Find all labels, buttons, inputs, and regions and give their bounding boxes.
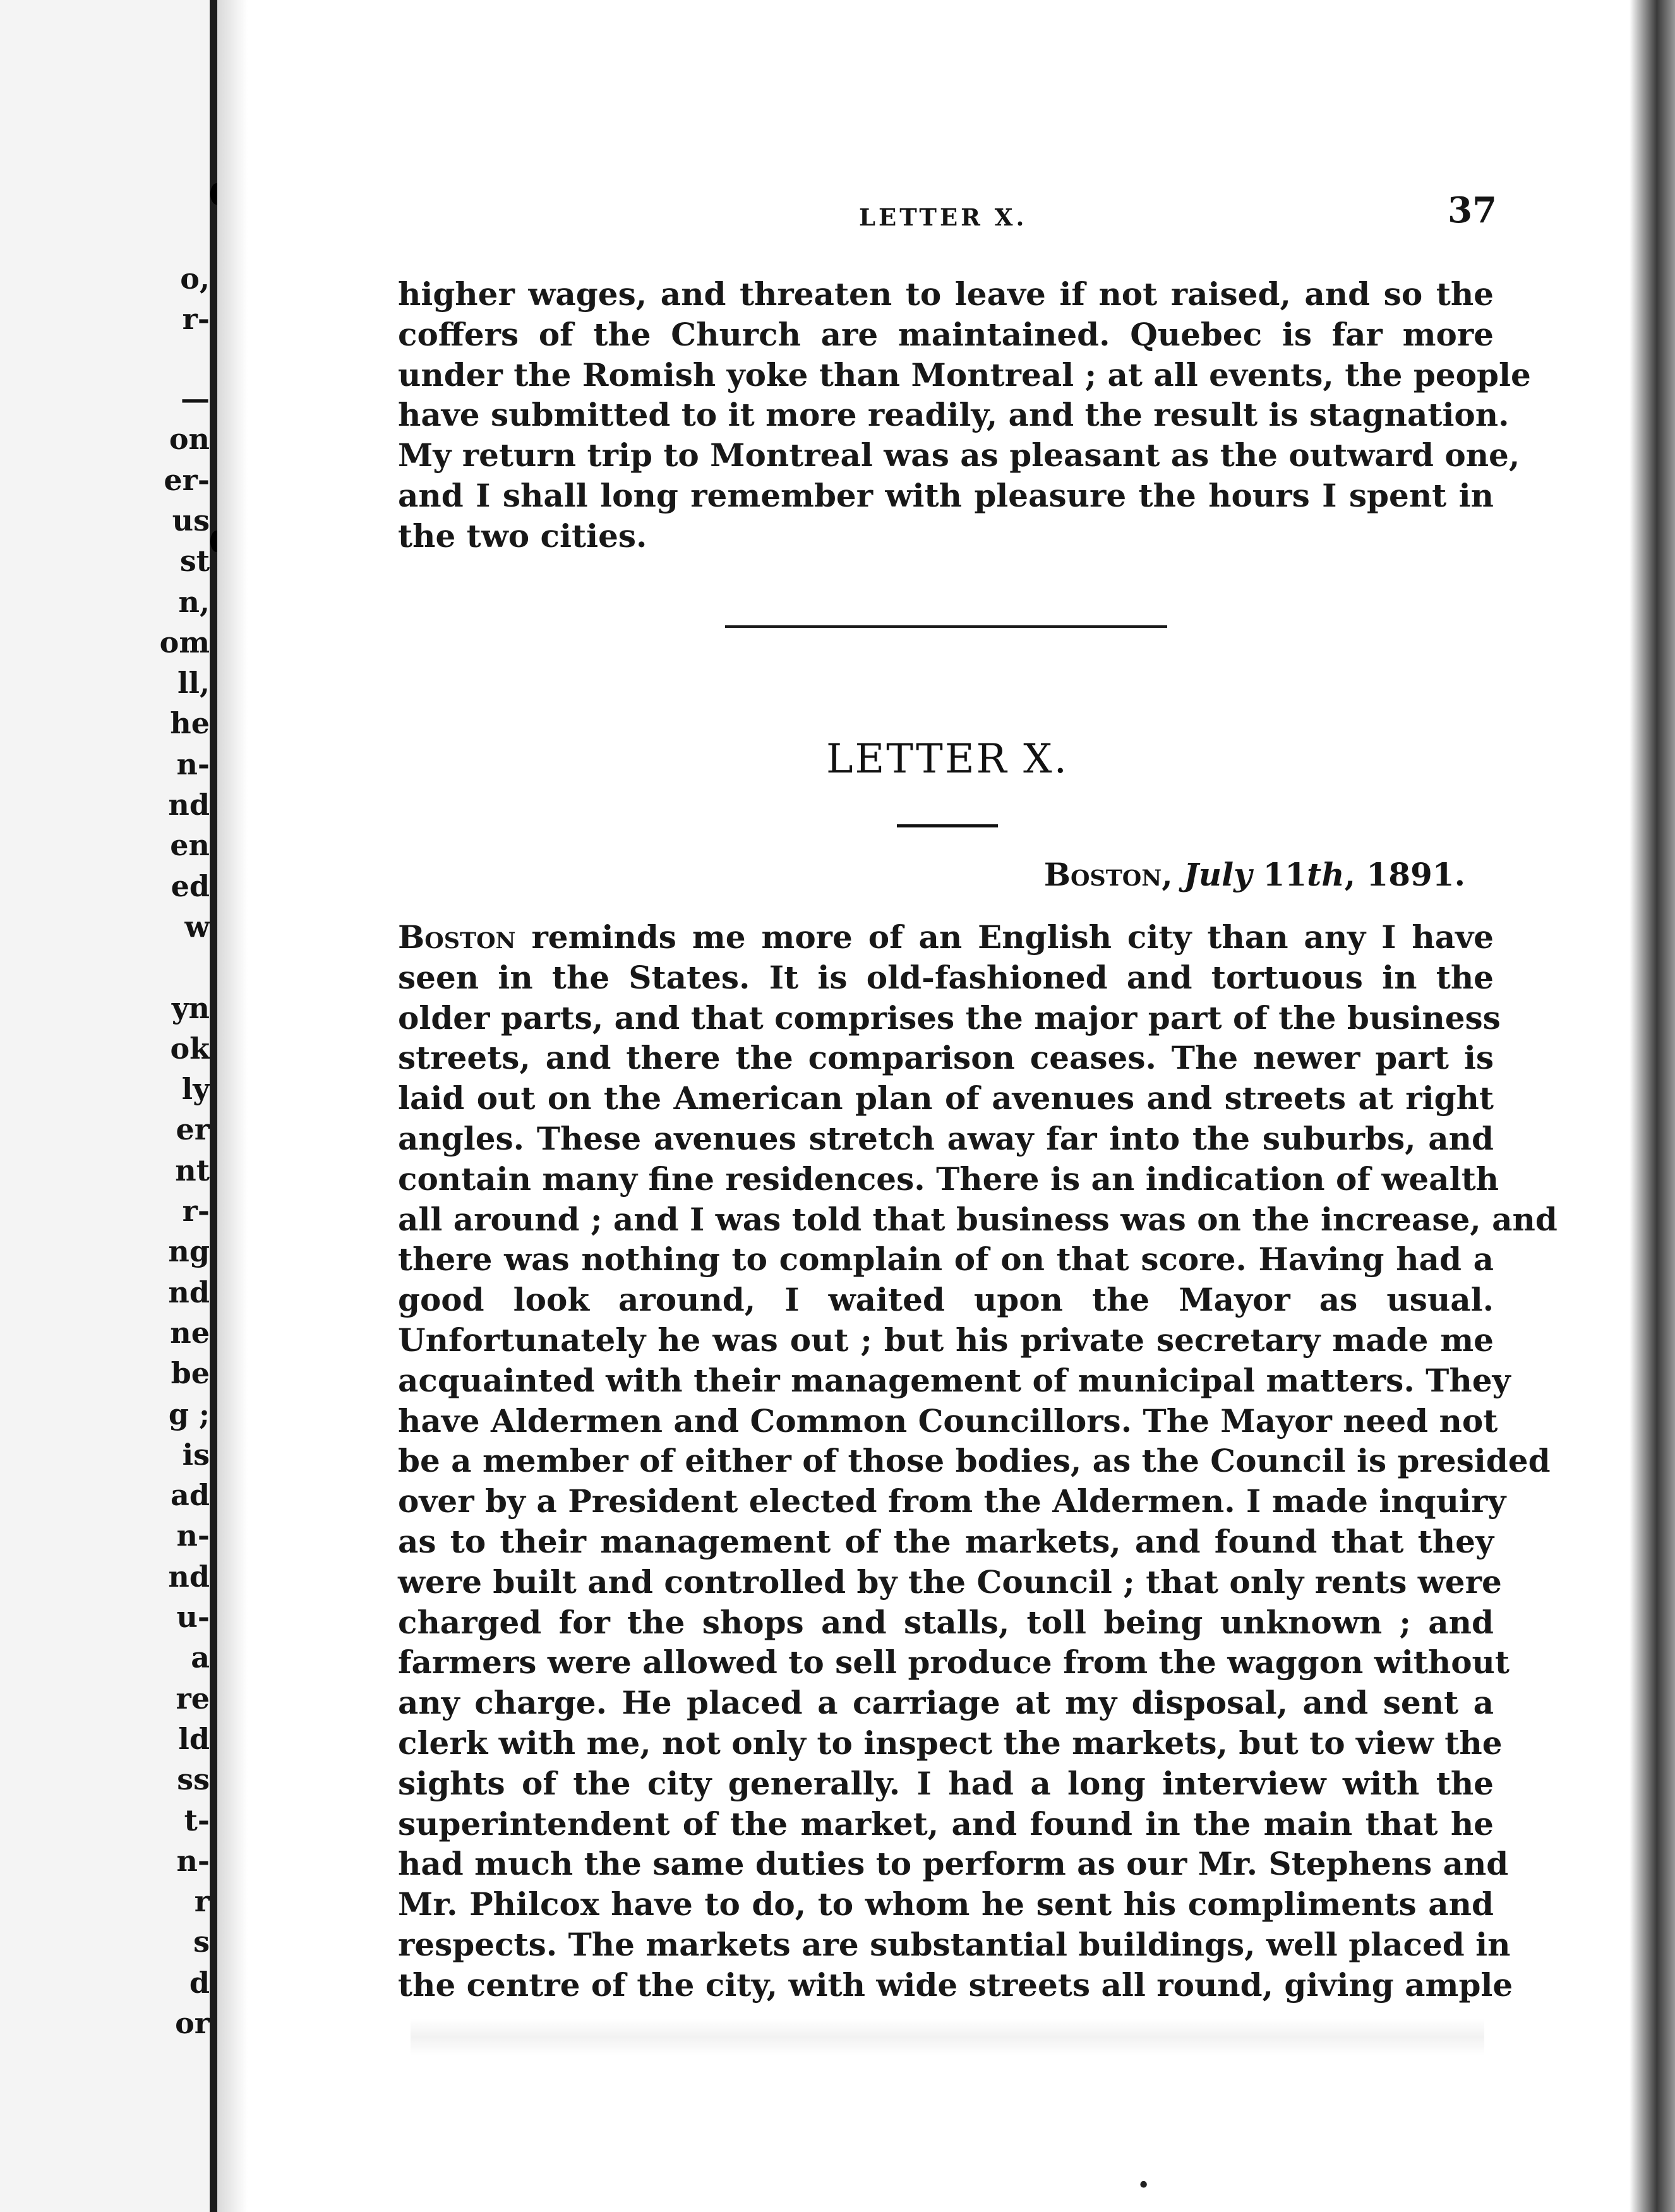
- text-line: there was nothing to complain of on that score. Having had a: [398, 1241, 1494, 1278]
- section-divider: [725, 625, 1167, 628]
- text-line: laid out on the American plan of avenues and streets at right: [398, 1079, 1494, 1117]
- text-line: respects. The markets are substantial buildings, well placed in: [398, 1925, 1511, 1963]
- left-page-fragment: u-: [176, 1600, 210, 1634]
- left-page-fragment: ll,: [177, 666, 210, 700]
- dateline: [1036, 856, 1465, 893]
- text-line: older parts, and that comprises the major part of the business: [398, 999, 1501, 1037]
- left-page-fragment: om: [159, 625, 210, 659]
- left-page-fragment: ne: [170, 1315, 210, 1350]
- left-page-fragment: r: [194, 1884, 210, 1919]
- left-page-fragment: er: [176, 1112, 210, 1147]
- left-page-fragment: ok: [170, 1031, 210, 1066]
- text-line: have Aldermen and Common Councillors. The Mayor need not: [398, 1402, 1498, 1440]
- left-page-fragment: r-: [182, 302, 210, 336]
- title-rule: [897, 824, 998, 827]
- text-line: any charge. He placed a carriage at my disposal, and sent a: [398, 1684, 1494, 1722]
- left-page-fragment: st: [179, 544, 210, 579]
- left-page-fragment: g ;: [168, 1397, 210, 1431]
- left-page-fragment: ly: [181, 1072, 210, 1107]
- dateline-day: 11: [1263, 856, 1307, 893]
- dateline-place: Boston,: [1043, 856, 1173, 893]
- left-page-fragment: o,: [180, 261, 210, 296]
- left-page-fragment: r-: [182, 1194, 210, 1228]
- left-page-fragment: ss: [177, 1762, 210, 1797]
- opening-word: Boston: [398, 918, 516, 956]
- page-header: [821, 189, 1497, 240]
- text-line: sights of the city generally. I had a long interview with the: [398, 1764, 1494, 1802]
- letter-title: LETTER X.: [826, 736, 1069, 783]
- text-line: all around ; and I was told that business was on the increase, and: [398, 1200, 1558, 1238]
- text-line: good look around, I waited upon the Mayor as usual.: [398, 1281, 1494, 1319]
- left-page-fragment: n-: [176, 747, 210, 781]
- left-page-edge: [0, 0, 210, 2212]
- left-page-fragment: en: [170, 828, 210, 863]
- text-line: and I shall long remember with pleasure the hours I spent in: [398, 476, 1494, 514]
- text-line: clerk with me, not only to inspect the markets, but to view the: [398, 1724, 1503, 1762]
- text-line: acquainted with their management of municipal matters. They: [398, 1361, 1511, 1399]
- left-page-fragment: ng: [168, 1234, 210, 1269]
- show-through: [411, 2018, 1484, 2056]
- text-line: [398, 917, 1494, 958]
- left-page-fragment: he: [170, 706, 210, 741]
- text-line: be a member of either of those bodies, as the Council is presided: [398, 1442, 1551, 1480]
- left-page-fragment: t-: [184, 1803, 210, 1837]
- left-page-fragment: n,: [178, 584, 210, 619]
- left-page-fragment: ad: [171, 1478, 210, 1513]
- text-line: Mr. Philcox have to do, to whom he sent his compliments and: [398, 1885, 1494, 1923]
- text-line: charged for the shops and stalls, toll being unknown ; and: [398, 1603, 1494, 1641]
- text-line: under the Romish yoke than Montreal ; at all events, the people: [398, 356, 1531, 394]
- text-line: superintendent of the market, and found in the main that he: [398, 1805, 1494, 1842]
- letter-body: [398, 917, 1558, 2005]
- text-line: as to their management of the markets, and found that they: [398, 1522, 1494, 1560]
- dateline-ordinal: th: [1307, 856, 1345, 893]
- text-line: coffers of the Church are maintained. Quebec is far more: [398, 315, 1494, 353]
- text-line: seen in the States. It is old-fashioned and tortuous in the: [398, 958, 1494, 996]
- left-page-fragment: nt: [175, 1153, 210, 1187]
- text-line: contain many fine residences. There is an indication of wealth: [398, 1160, 1499, 1198]
- dateline-month: July: [1184, 856, 1252, 893]
- left-page-fragment: d: [189, 1965, 210, 2000]
- text-line-rest: reminds me more of an English city than any I have: [515, 918, 1494, 956]
- text-line: the two cities.: [398, 517, 647, 555]
- text-line: farmers were allowed to sell produce from the waggon without: [398, 1644, 1510, 1681]
- left-page-fragment: er-: [164, 462, 210, 497]
- left-page-fragment: s: [193, 1925, 210, 1959]
- left-page-fragment: on: [169, 422, 210, 457]
- left-page-fragment: n-: [176, 1518, 210, 1553]
- left-page-fragment: n-: [176, 1843, 210, 1878]
- text-line: over by a President elected from the Aldermen. I made inquiry: [398, 1482, 1506, 1520]
- running-head: LETTER X.: [859, 203, 1028, 231]
- previous-letter-ending: [398, 274, 1531, 556]
- text-line: were built and controlled by the Council ; that only rents were: [398, 1563, 1502, 1601]
- left-page-fragment: w: [184, 909, 210, 944]
- bottom-mark: •: [1137, 2173, 1151, 2199]
- left-page-fragment: is: [182, 1437, 210, 1472]
- page-shadow: [217, 0, 248, 2212]
- left-page-fragment: a: [191, 1640, 210, 1675]
- left-page-fragment: —: [181, 382, 210, 416]
- left-page-fragment: re: [176, 1681, 210, 1716]
- text-line: angles. These avenues stretch away far into the suburbs, and: [398, 1119, 1494, 1157]
- gutter-line: [210, 0, 217, 2212]
- text-line: the centre of the city, with wide streets all round, giving ample: [398, 1966, 1513, 2004]
- text-line: streets, and there the comparison ceases. The newer part is: [398, 1039, 1494, 1077]
- left-page-fragment: yn: [171, 990, 210, 1025]
- text-line: had much the same duties to perform as our Mr. Stephens and: [398, 1845, 1509, 1883]
- left-page-fragment: nd: [168, 1275, 210, 1309]
- text-line: Unfortunately he was out ; but his private secretary made me: [398, 1321, 1494, 1359]
- dateline-year: , 1891.: [1344, 856, 1465, 893]
- left-page-fragment: ed: [171, 869, 210, 903]
- page-number: 37: [1448, 189, 1497, 231]
- left-page-fragment: us: [172, 503, 210, 538]
- right-page-edge: [1630, 0, 1675, 2212]
- text-line: higher wages, and threaten to leave if not raised, and so the: [398, 275, 1494, 313]
- left-page-fragment: be: [171, 1356, 210, 1391]
- left-page-fragment: nd: [168, 788, 210, 822]
- left-page-fragment: ld: [178, 1721, 210, 1756]
- left-page-fragment: nd: [168, 1559, 210, 1594]
- text-line: have submitted to it more readily, and the result is stagnation.: [398, 396, 1510, 434]
- left-page-fragment: or: [175, 2006, 210, 2040]
- text-line: My return trip to Montreal was as pleasant as the outward one,: [398, 436, 1520, 474]
